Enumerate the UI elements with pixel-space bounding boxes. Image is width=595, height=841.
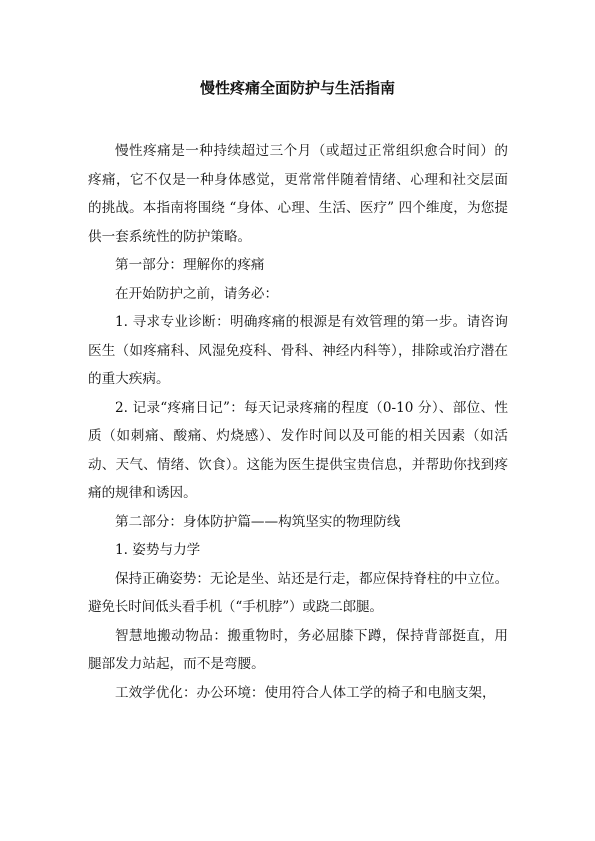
page-title: 慢性疼痛全面防护与生活指南 <box>199 79 395 97</box>
paragraph-lifting-objects: 智慧地搬动物品：搬重物时，务必屈膝下蹲，保持背部挺直，用腿部发力站起，而不是弯腰。 <box>88 627 508 672</box>
document-body <box>88 137 508 707</box>
section-heading-part-two: 第二部分：身体防护篇——构筑坚实的物理防线 <box>115 513 401 530</box>
list-item-professional-diagnosis: 1. 寻求专业诊断：明确疼痛的根源是有效管理的第一步。请咨询医生（如疼痛科、风湿免疫科、骨科、神经内科等），排除或治疗潜在的重大疾病。 <box>88 314 508 387</box>
paragraph-correct-posture: 保持正确姿势：无论是坐、站还是行走，都应保持脊柱的中立位。避免长时间低头看手机（“手机脖”）或跷二郎腿。 <box>88 570 508 615</box>
paragraph-before-protection: 在开始防护之前，请务必： <box>115 285 279 302</box>
subheading-posture-mechanics: 1. 姿势与力学 <box>115 542 201 558</box>
section-heading-part-one: 第一部分：理解你的疼痛 <box>115 257 265 273</box>
list-item-pain-diary: 2. 记录“疼痛日记”：每天记录疼痛的程度（0-10 分）、部位、性质（如刺痛、酸痛、灼烧感）、发作时间以及可能的相关因素（如活动、天气、情绪、饮食）。这能为医生提供宝贵信息，并帮助你找到疼痛的规律和诱因。 <box>88 399 508 501</box>
paragraph-ergonomics: 工效学优化：办公环境：使用符合人体工学的椅子和电脑支架， <box>115 684 496 701</box>
intro-paragraph: 慢性疼痛是一种持续超过三个月（或超过正常组织愈合时间）的疼痛，它不仅是一种身体感觉，更常常伴随着情绪、心理和社交层面的挑战。本指南将围绕 “身体、心理、生活、医疗” 四个维度，为您提供一套系统性的防护策略。 <box>88 143 508 245</box>
